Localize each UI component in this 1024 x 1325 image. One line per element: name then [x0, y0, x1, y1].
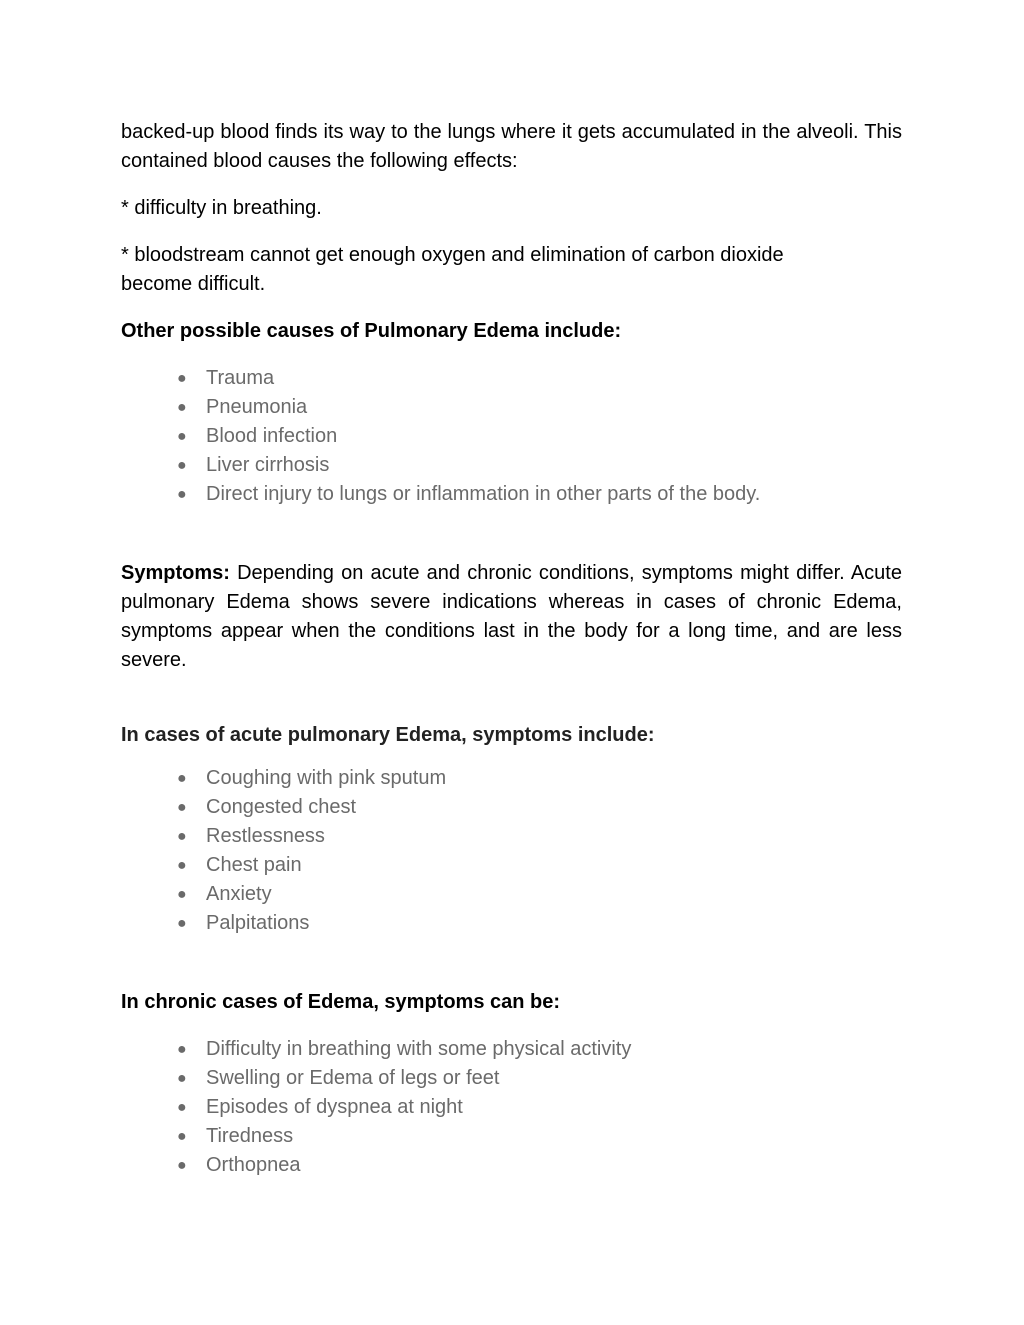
- list-item: [121, 851, 902, 880]
- effect-bloodstream: [121, 241, 902, 299]
- list-item: [121, 451, 902, 480]
- symptoms-label: Symptoms:: [121, 562, 230, 584]
- bullet-icon: ●: [177, 399, 187, 416]
- list-item: [121, 880, 902, 909]
- symptoms-text: Depending on acute and chronic conditions, symptoms might differ. Acute pulmonary Edema shows severe indications whereas in cases of chronic Edema, symptoms appear when the conditions last in the body for a long time, and are less severe.: [121, 562, 902, 671]
- bullet-icon: ●: [177, 857, 187, 874]
- list-item: [121, 364, 902, 393]
- bullet-icon: ●: [177, 1099, 187, 1116]
- list-item: [121, 1064, 902, 1093]
- list-item-text: Chest pain: [206, 854, 302, 876]
- bullet-icon: ●: [177, 915, 187, 932]
- bullet-icon: ●: [177, 1041, 187, 1058]
- bullet-icon: ●: [177, 1157, 187, 1174]
- list-item: [121, 422, 902, 451]
- list-item: [121, 909, 902, 938]
- list-item: [121, 1151, 902, 1180]
- effect-difficulty-breathing: * difficulty in breathing.: [121, 197, 322, 219]
- bullet-icon: ●: [177, 828, 187, 845]
- list-item-text: Difficulty in breathing with some physical activity: [206, 1038, 632, 1060]
- list-item: [121, 822, 902, 851]
- list-item-text: Blood infection: [206, 425, 338, 447]
- list-item-text: Direct injury to lungs or inflammation in other parts of the body.: [206, 483, 761, 505]
- causes-heading: Other possible causes of Pulmonary Edema include:: [121, 320, 622, 342]
- bullet-icon: ●: [177, 886, 187, 903]
- list-item: [121, 1122, 902, 1151]
- list-item-text: Orthopnea: [206, 1154, 301, 1176]
- list-item-text: Tiredness: [206, 1125, 294, 1147]
- symptoms-paragraph: [121, 559, 902, 675]
- chronic-symptoms-list: [121, 1035, 902, 1180]
- list-item-text: Swelling or Edema of legs or feet: [206, 1067, 500, 1089]
- bullet-icon: ●: [177, 770, 187, 787]
- acute-symptoms-list: [121, 764, 902, 938]
- list-item: [121, 480, 902, 509]
- list-item: [121, 393, 902, 422]
- bullet-icon: ●: [177, 486, 187, 503]
- list-item-text: Congested chest: [206, 796, 357, 818]
- list-item-text: Palpitations: [206, 912, 310, 934]
- list-item: [121, 1093, 902, 1122]
- bullet-icon: ●: [177, 428, 187, 445]
- list-item-text: Anxiety: [206, 883, 272, 905]
- chronic-heading: In chronic cases of Edema, symptoms can be:: [121, 991, 561, 1013]
- list-item-text: Pneumonia: [206, 396, 308, 418]
- bullet-icon: ●: [177, 457, 187, 474]
- bullet-icon: ●: [177, 799, 187, 816]
- document-page: [121, 118, 902, 1180]
- bullet-icon: ●: [177, 1128, 187, 1145]
- list-item-text: Trauma: [206, 367, 275, 389]
- list-item-text: Restlessness: [206, 825, 325, 847]
- list-item: [121, 793, 902, 822]
- list-item: [121, 764, 902, 793]
- intro-paragraph: backed-up blood finds its way to the lungs where it gets accumulated in the alveoli. This contained blood causes the following effects:: [121, 121, 902, 172]
- list-item-text: Liver cirrhosis: [206, 454, 330, 476]
- bullet-icon: ●: [177, 370, 187, 387]
- bullet-icon: ●: [177, 1070, 187, 1087]
- effect-bloodstream-line-1: * bloodstream cannot get enough oxygen and elimination of carbon dioxide: [121, 244, 784, 266]
- acute-heading: In cases of acute pulmonary Edema, symptoms include:: [121, 724, 655, 746]
- causes-list: [121, 364, 902, 509]
- effect-bloodstream-line-2: become difficult.: [121, 273, 266, 295]
- list-item-text: Episodes of dyspnea at night: [206, 1096, 463, 1118]
- list-item: [121, 1035, 902, 1064]
- list-item-text: Coughing with pink sputum: [206, 767, 447, 789]
